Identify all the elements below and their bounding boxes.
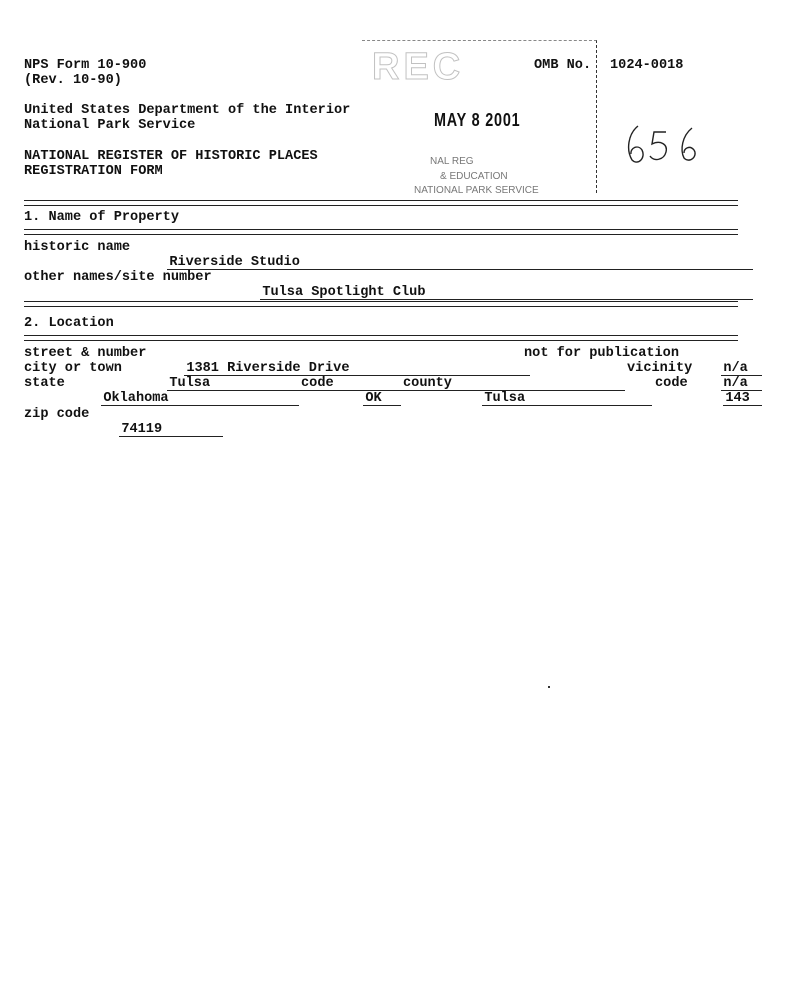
not-for-publication-value: n/a: [721, 362, 762, 376]
state-field[interactable]: [85, 376, 299, 406]
register-title: NATIONAL REGISTER OF HISTORIC PLACES: [24, 149, 318, 164]
zip-field[interactable]: [103, 407, 223, 437]
section-2-heading: 2. Location: [24, 316, 114, 331]
zip-label: zip code: [24, 407, 90, 422]
section-divider: [24, 229, 738, 235]
department-name: United States Department of the Interior: [24, 103, 351, 118]
historic-name-value: Riverside Studio: [167, 256, 753, 270]
form-title: REGISTRATION FORM: [24, 164, 163, 179]
vicinity-label: vicinity: [627, 361, 693, 376]
street-label: street & number: [24, 346, 147, 361]
section-divider: [24, 335, 738, 341]
scan-speck: [548, 686, 550, 688]
vicinity-value: n/a: [721, 377, 762, 391]
omb-number: 1024-0018: [610, 58, 684, 73]
state-value: Oklahoma: [101, 392, 299, 406]
historic-name-field[interactable]: [151, 240, 753, 270]
stamp-received-text: REC: [372, 46, 465, 88]
not-for-publication-label: not for publication: [524, 346, 679, 361]
other-names-value: Tulsa Spotlight Club: [260, 286, 753, 300]
street-value: 1381 Riverside Drive: [184, 362, 530, 376]
county-field[interactable]: [466, 376, 652, 406]
county-label: county: [403, 376, 452, 391]
county-code-value: 143: [723, 392, 762, 406]
state-label: state: [24, 376, 65, 391]
state-code-field[interactable]: [347, 376, 401, 406]
other-names-field[interactable]: [244, 270, 753, 300]
stamp-line-3: NATIONAL PARK SERVICE: [414, 185, 539, 196]
section-divider: [24, 200, 738, 206]
state-code-label: code: [301, 376, 334, 391]
stamp-line-2: & EDUCATION: [440, 171, 508, 182]
county-code-field[interactable]: [707, 376, 762, 406]
other-names-label: other names/site number: [24, 270, 212, 285]
zip-value: 74119: [119, 423, 223, 437]
omb-label: OMB No.: [534, 58, 592, 73]
service-name: National Park Service: [24, 118, 196, 133]
form-revision: (Rev. 10-90): [24, 73, 122, 88]
handwritten-number: [620, 120, 710, 170]
city-value: Tulsa: [167, 377, 625, 391]
historic-name-label: historic name: [24, 240, 131, 255]
form-number: NPS Form 10-900: [24, 58, 147, 73]
section-1-heading: 1. Name of Property: [24, 210, 179, 225]
city-label: city or town: [24, 361, 122, 376]
county-code-label: code: [655, 376, 688, 391]
state-code-value: OK: [363, 392, 401, 406]
stamp-line-1: NAL REG: [430, 156, 474, 167]
county-value: Tulsa: [482, 392, 652, 406]
stamp-date: MAY 8 2001: [434, 110, 521, 130]
section-divider: [24, 301, 738, 307]
